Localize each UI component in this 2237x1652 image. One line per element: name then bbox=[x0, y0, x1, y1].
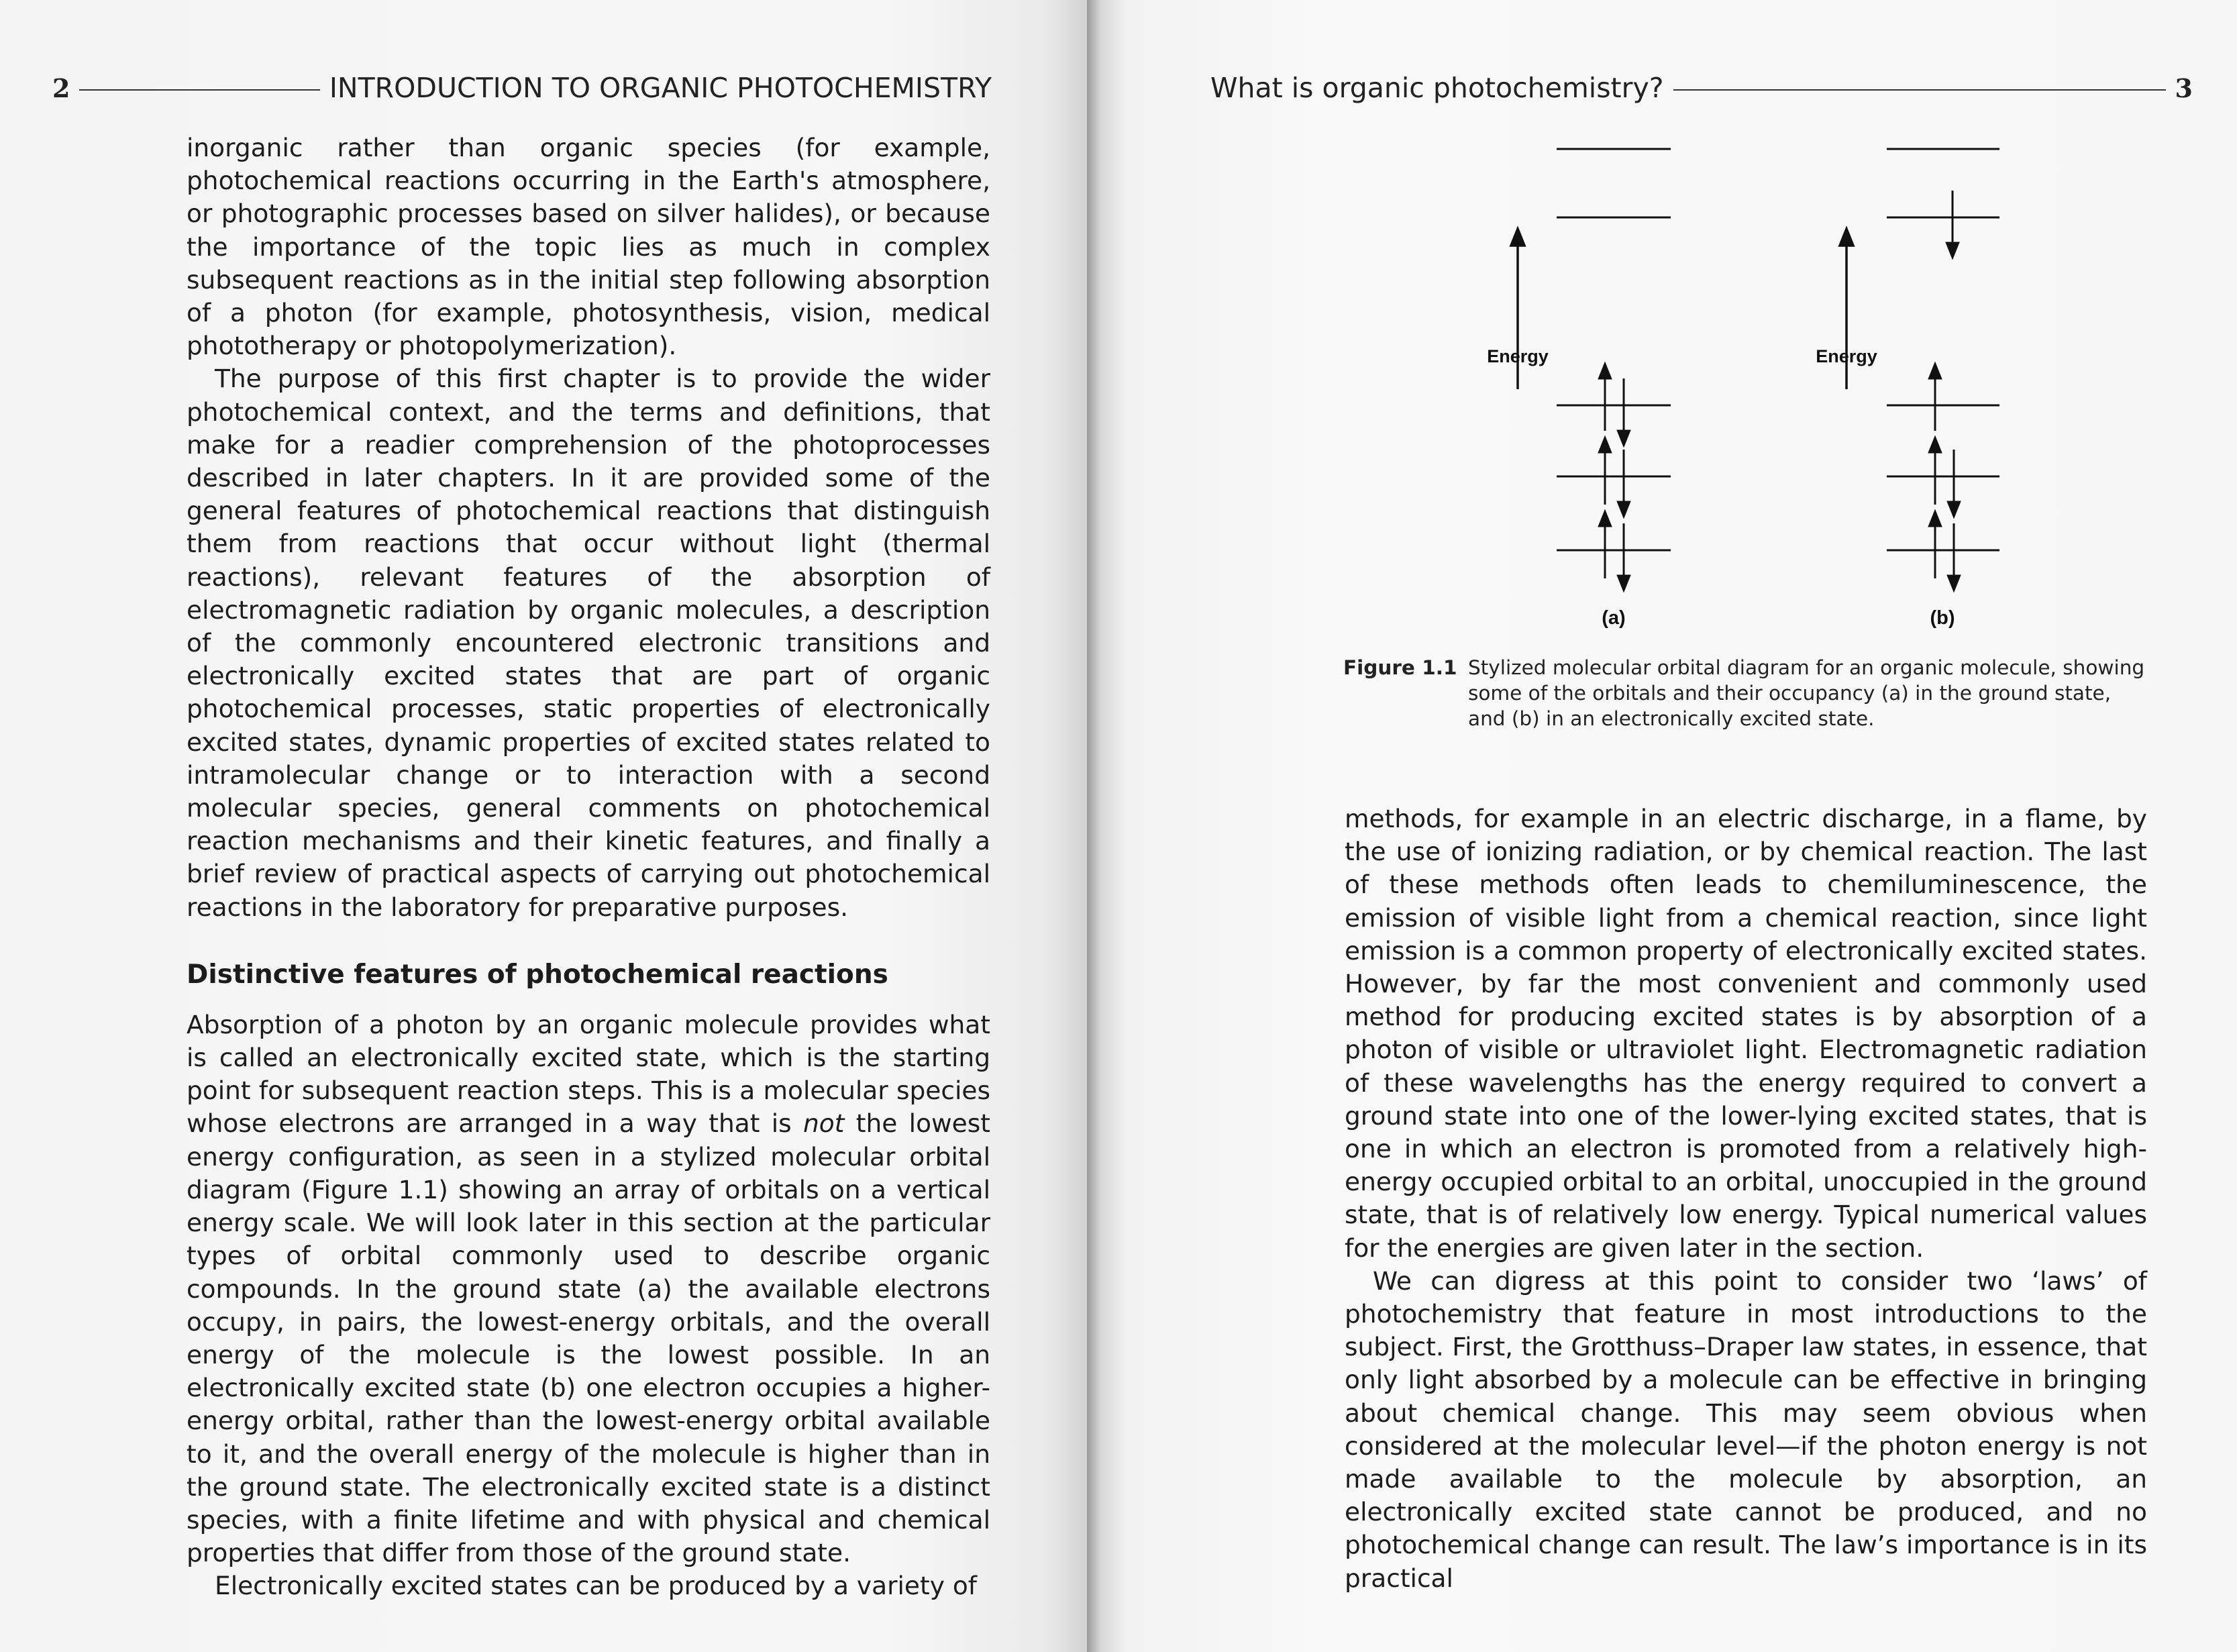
running-head-left bbox=[52, 64, 992, 111]
running-head-right bbox=[1210, 64, 2193, 111]
figure-caption-label: Figure 1.1 bbox=[1343, 656, 1457, 679]
panel-b-label: (b) bbox=[1930, 607, 1955, 629]
left-paragraph-4: Electronically excited states can be produced by a variety of bbox=[215, 1571, 977, 1601]
figure-caption-text: Stylized molecular orbital diagram for an organic molecule, showing some of the orbitals and their occupancy (a) in the ground state, and (b) in an electronically excited state. bbox=[1468, 656, 2145, 730]
running-head-rule-right bbox=[1673, 89, 2166, 91]
left-paragraph-3-part-2: the lowest energy configuration, as seen in a stylized molecular orbital diagram (Figure 1.1) showing an array of orbitals on a vertical energy scale. We will look later in this section at the particular types of orbital commonly used to describe organic compounds. In the ground state (a) the available electrons occupy, in pairs, the lowest-energy orbitals, and the overall energy of the molecule is the lowest possible. In an electronically excited state (b) one electron occupies a higher-energy orbital, rather than the lowest-energy orbital available to it, and the overall energy of the molecule is higher than in the ground state. The electronically excited state is a distinct species, with a finite lifetime and with physical and chemical properties that differ from those of the ground state. bbox=[187, 1108, 990, 1568]
energy-axis-label-b: Energy bbox=[1816, 346, 1877, 366]
running-head-title-right: What is organic photochemistry? bbox=[1210, 72, 1664, 104]
running-head-title-left: INTRODUCTION TO ORGANIC PHOTOCHEMISTRY bbox=[329, 72, 992, 104]
figure-caption bbox=[1343, 655, 2148, 731]
left-page bbox=[0, 0, 1087, 1652]
left-paragraph-3 bbox=[187, 1009, 990, 1569]
left-text-block bbox=[187, 132, 990, 1603]
panel-b bbox=[1816, 149, 1999, 629]
right-paragraph-2: We can digress at this point to consider two ‘laws’ of photochemistry that feature in most introductions to the subject. First, the Grotthuss–Draper law states, in essence, that only light absorbed by a molecule can be effective in bringing about chemical change. This may seem obvious when considered at the molecular level—if the photon energy is not made available to the molecule by absorption, an electronically excited state cannot be produced, and no photochemical change can result. The law’s importance is in its practical bbox=[1345, 1266, 2147, 1593]
left-paragraph-1: inorganic rather than organic species (for example, photochemical reactions occurring in the Earth's atmosphere, or photographic processes based on silver halides), or because the importance of the topic lies as much in complex subsequent reactions as in the initial step following absorption of a photon (for example, photosynthesis, vision, medical phototherapy or photopolymerization). bbox=[187, 133, 990, 361]
left-paragraph-2: The purpose of this first chapter is to provide the wider photochemical context, and the terms and definitions, that make for a readier comprehension of the photoprocesses described in later chapters. In it are provided some of the general features of photochemical reactions that distinguish them from reactions that occur without light (thermal reactions), relevant features of the absorption of electromagnetic radiation by organic molecules, a description of the commonly encountered electronic transitions and electronically excited states that are part of organic photochemical processes, static properties of electronically excited states, dynamic properties of excited states related to intramolecular change or to interaction with a second molecular species, general comments on photochemical reaction mechanisms and their kinetic features, and finally a brief review of practical aspects of carrying out photochemical reactions in the laboratory for preparative purposes. bbox=[187, 364, 990, 922]
right-text-block bbox=[1345, 803, 2147, 1595]
panel-a bbox=[1487, 149, 1671, 629]
page-number-right: 3 bbox=[2175, 72, 2193, 103]
section-heading: Distinctive features of photochemical reactions bbox=[187, 959, 888, 990]
right-paragraph-1: methods, for example in an electric discharge, in a flame, by the use of ionizing radiation, or by chemical reaction. The last of these methods often leads to chemiluminescence, the emission of visible light from a chemical reaction, since light emission is a common property of electronically excited states. However, by far the most convenient and commonly used method for producing excited states is by absorption of a photon of visible or ultraviolet light. Electromagnetic radiation of these wavelengths has the energy required to convert a ground state into one of the lower-lying excited states, that is one in which an electron is promoted from a relatively high-energy occupied orbital to an orbital, unoccupied in the ground state, that is of relatively low energy. Typical numerical values for the energies are given later in the section. bbox=[1345, 804, 2147, 1263]
mo-diagram-figure bbox=[1463, 121, 2040, 637]
running-head-rule-left bbox=[79, 89, 319, 91]
left-paragraph-3-emphasis: not bbox=[803, 1108, 845, 1139]
page-number-left: 2 bbox=[52, 72, 70, 103]
panel-a-label: (a) bbox=[1602, 607, 1626, 629]
left-paragraph-3-part-1: Absorption of a photon by an organic molecule provides what is called an electronically excited state, which is the starting point for subsequent reaction steps. This is a molecular species whose electrons are arranged in a way that is bbox=[187, 1009, 990, 1139]
energy-axis-label-a: Energy bbox=[1487, 346, 1549, 366]
